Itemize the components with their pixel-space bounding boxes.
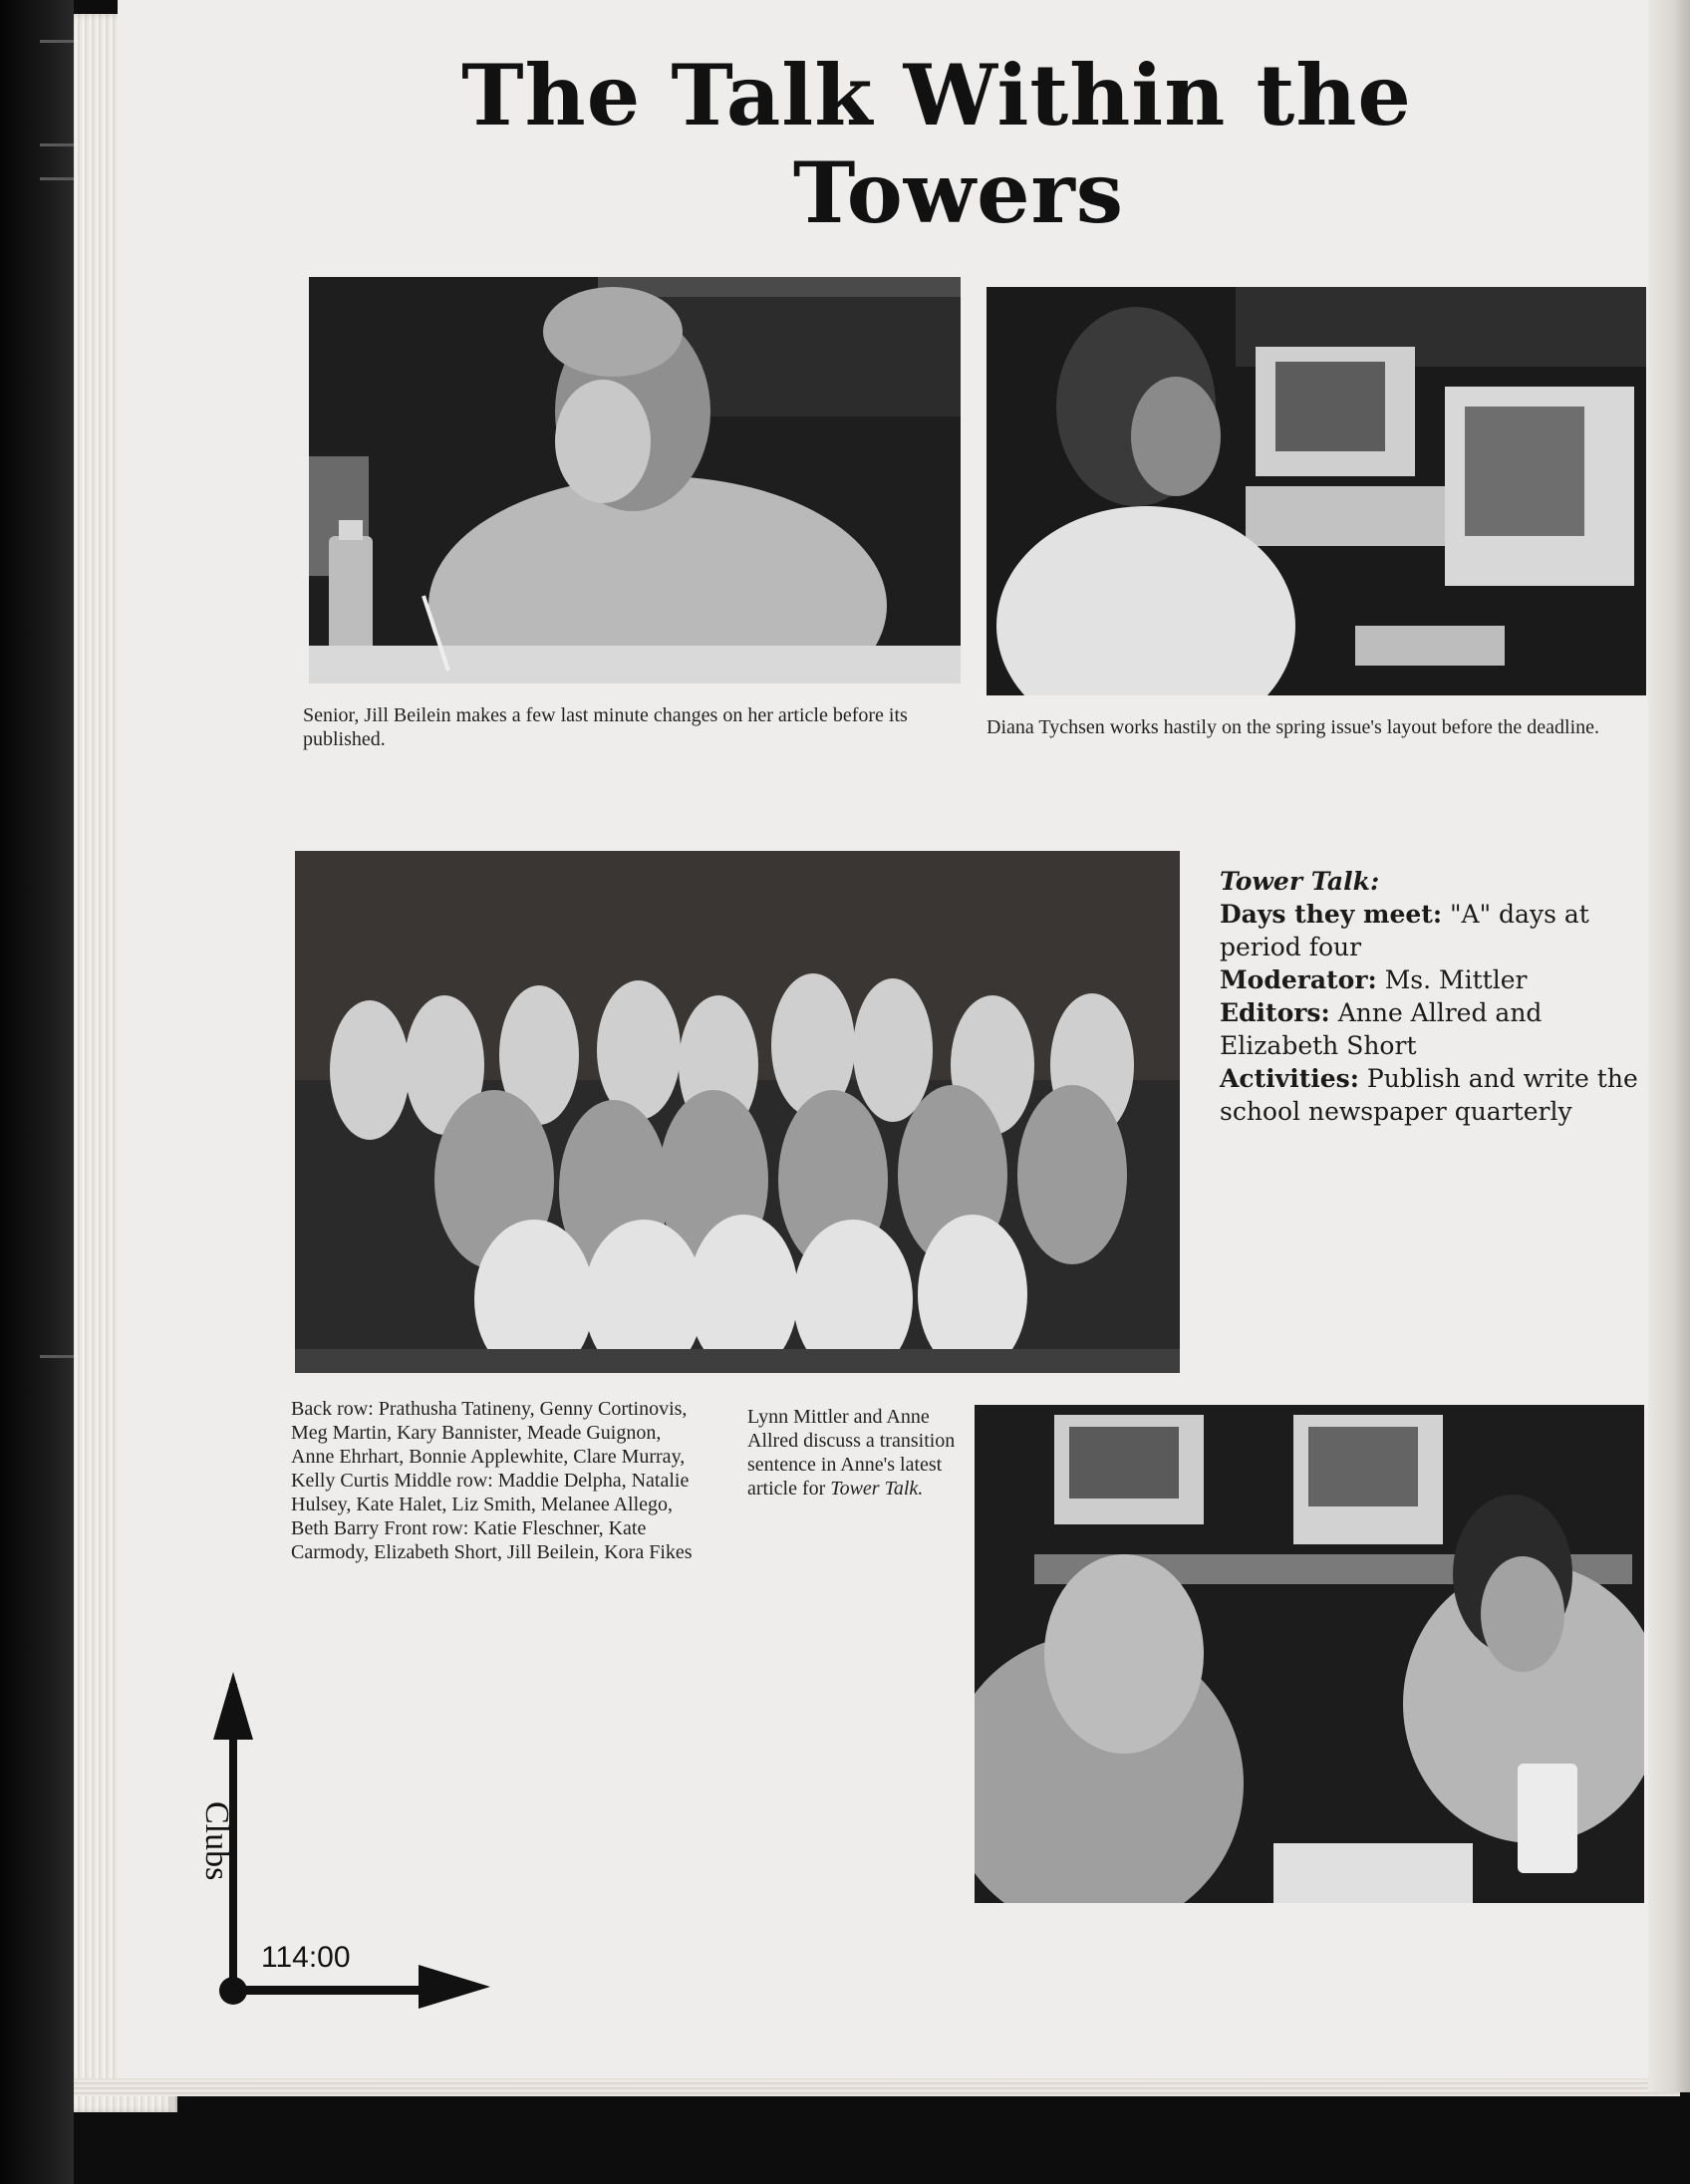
book-binding-left	[0, 0, 74, 2184]
caption-discussion-publication: Tower Talk.	[830, 1478, 924, 1500]
club-activities	[1220, 1062, 1658, 1128]
activities-value: Publish and write the school newspaper quarterly	[1220, 1064, 1638, 1126]
photo-discussion	[975, 1405, 1644, 1903]
club-info	[1220, 865, 1658, 1128]
editors-label: Editors:	[1220, 998, 1330, 1027]
activities-label: Activities:	[1220, 1064, 1359, 1093]
nav-horizontal-line	[233, 1986, 432, 1995]
moderator-value: Ms. Mittler	[1384, 965, 1528, 994]
arrow-right-icon	[419, 1965, 490, 2009]
title-line-1: The Talk Within the	[461, 46, 1412, 144]
page-title	[269, 44, 1604, 245]
title-line-2: Towers	[792, 143, 1125, 242]
moderator-label: Moderator:	[1220, 965, 1377, 994]
photo-student-writing	[309, 277, 961, 683]
photo-student-computer	[986, 287, 1646, 695]
days-label: Days they meet:	[1220, 900, 1443, 929]
days-value: "A" days at period four	[1220, 900, 1589, 961]
page-stack-bottom	[74, 2078, 1680, 2096]
club-name: Tower Talk:	[1220, 867, 1380, 896]
caption-discussion-text: Lynn Mittler and Anne Allred discuss a transition sentence in Anne's latest article for	[747, 1406, 956, 1500]
club-moderator	[1220, 963, 1658, 996]
caption-student-writing: Senior, Jill Beilein makes a few last minute changes on her article before its published.	[303, 704, 908, 750]
caption-discussion	[747, 1405, 957, 1501]
page-number: 114:00	[261, 1941, 351, 1974]
club-days	[1220, 898, 1658, 963]
caption-student-computer: Diana Tychsen works hastily on the spring issue's layout before the deadline.	[986, 716, 1600, 738]
club-editors	[1220, 996, 1658, 1062]
editors-value: Anne Allred and Elizabeth Short	[1220, 998, 1543, 1060]
section-label: Clubs	[198, 1801, 235, 1881]
photo-group	[295, 851, 1180, 1373]
caption-group-names: Back row: Prathusha Tatineny, Genny Cortinovis, Meg Martin, Kary Bannister, Meade Guignon, Anne Ehrhart, Bonnie Applewhite, Clare Murray, Kelly Curtis Middle row: Maddie Delpha, Natalie Hulsey, Kate Halet, Liz Smith, Melanee Allego, Beth Barry Front row: Katie Fleschner, Kate Carmody, Elizabeth Short, Jill Beilein, Kora Fikes	[291, 1398, 693, 1563]
